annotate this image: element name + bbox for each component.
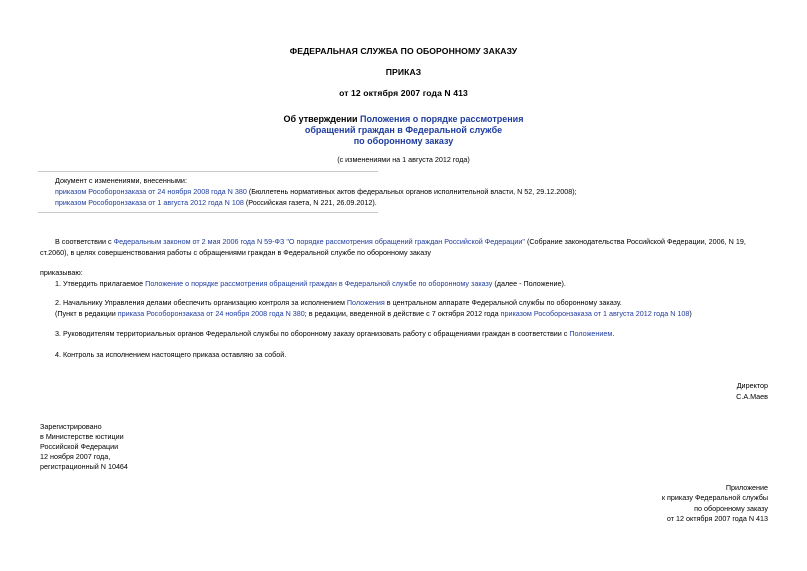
item2-text-pre: 2. Начальнику Управления делами обеспечить организацию контроля за исполнением (55, 298, 347, 307)
registration-line-1: Зарегистрировано (40, 422, 102, 431)
item2-note-link-1[interactable]: приказа Рособоронзаказа от 24 ноября 2008 года N 380 (117, 309, 305, 318)
item3-text-pre: 3. Руководителям территориальных органов Федеральной службы по оборонному заказу организовать работу с обращениями граждан в соответствии с (55, 329, 570, 338)
appendix-line-3: по оборонному заказу (694, 504, 768, 513)
item2-note-link-2[interactable]: приказом Рособоронзаказа от 1 августа 2012 года N 108 (500, 309, 690, 318)
divider-top (38, 171, 378, 172)
order-item-2-note (55, 309, 692, 319)
item1-regulation-link[interactable]: Положение о порядке рассмотрения обращений граждан в Федеральной службе по оборонному заказу (145, 279, 493, 288)
item1-text-pre: 1. Утвердить прилагаемое (55, 279, 146, 288)
registration-line-2: в Министерстве юстиции (40, 432, 124, 441)
subject-link-2[interactable]: обращений граждан в Федеральной службе (304, 125, 503, 135)
item3-text-post: . (612, 329, 615, 338)
item2-text-post: в центральном аппарате Федеральной службы по оборонному заказу. (384, 298, 622, 307)
preamble-text-1: В соответствии с (55, 237, 114, 246)
amendment-link-1[interactable]: приказом Рособоронзаказа от 24 ноября 2008 года N 380 (55, 187, 247, 196)
amendment-link-2[interactable]: приказом Рособоронзаказа от 1 августа 2012 года N 108 (55, 198, 244, 207)
registration-line-5: регистрационный N 10464 (40, 462, 128, 471)
doc-type-title: ПРИКАЗ (385, 67, 422, 77)
preamble-line-2: ст.2060), в целях совершенствования работы с обращениями граждан в Федеральной службе по оборонному заказу (40, 248, 431, 257)
item2-regulation-link[interactable]: Положения (346, 298, 385, 307)
amendment-text-1: (Бюллетень нормативных актов федеральных органов исполнительной власти, N 52, 29.12.2008); (246, 187, 577, 196)
amendment-text-2: (Российская газета, N 221, 26.09.2012). (243, 198, 377, 207)
preamble-text-2: (Собрание законодательства Российской Федерации, 2006, N 19, (524, 237, 746, 246)
amend-note: (с изменениями на 1 августа 2012 года) (337, 155, 470, 164)
signature-name: С.А.Маев (736, 392, 768, 401)
doc-date-number: от 12 октября 2007 года N 413 (339, 88, 468, 98)
subject-link-1[interactable]: Положения о порядке рассмотрения (360, 114, 524, 124)
amendment-item-2 (55, 198, 377, 208)
agency-title: ФЕДЕРАЛЬНАЯ СЛУЖБА ПО ОБОРОННОМУ ЗАКАЗУ (289, 46, 518, 56)
appendix-line-4: от 12 октября 2007 года N 413 (666, 514, 768, 523)
subject-prefix: Об утверждении (283, 114, 361, 124)
item3-regulation-link[interactable]: Положением (569, 329, 613, 338)
amendments-intro: Документ с изменениями, внесенными: (55, 176, 187, 185)
subject-line-3 (0, 135, 807, 147)
order-item-2 (55, 298, 622, 308)
signature-title: Директор (736, 381, 768, 390)
item2-note-mid: ; в редакции, введенной в действие с 7 октября 2012 года (304, 309, 501, 318)
appendix-line-1: Приложение (725, 483, 768, 492)
amendment-item-1 (55, 187, 577, 197)
item2-note-pre: (Пункт в редакции (55, 309, 118, 318)
divider-bottom (38, 212, 378, 213)
registration-line-4: 12 ноября 2007 года, (40, 452, 111, 461)
order-item-4: 4. Контроль за исполнением настоящего приказа оставляю за собой. (55, 350, 287, 359)
order-item-1 (55, 279, 566, 289)
registration-line-3: Российской Федерации (40, 442, 119, 451)
order-word: приказываю: (40, 268, 83, 277)
subject-link-3[interactable]: по оборонному заказу (353, 136, 454, 146)
appendix-line-2: к приказу Федеральной службы (661, 493, 768, 502)
item2-note-post: ) (689, 309, 692, 318)
preamble-law-link[interactable]: Федеральным законом от 2 мая 2006 года N 59-ФЗ "О порядке рассмотрения обращений граждан Российской Федерации" (113, 237, 525, 246)
preamble-line-1 (55, 237, 746, 247)
item1-text-post: (далее - Положение). (492, 279, 566, 288)
order-item-3 (55, 329, 614, 339)
